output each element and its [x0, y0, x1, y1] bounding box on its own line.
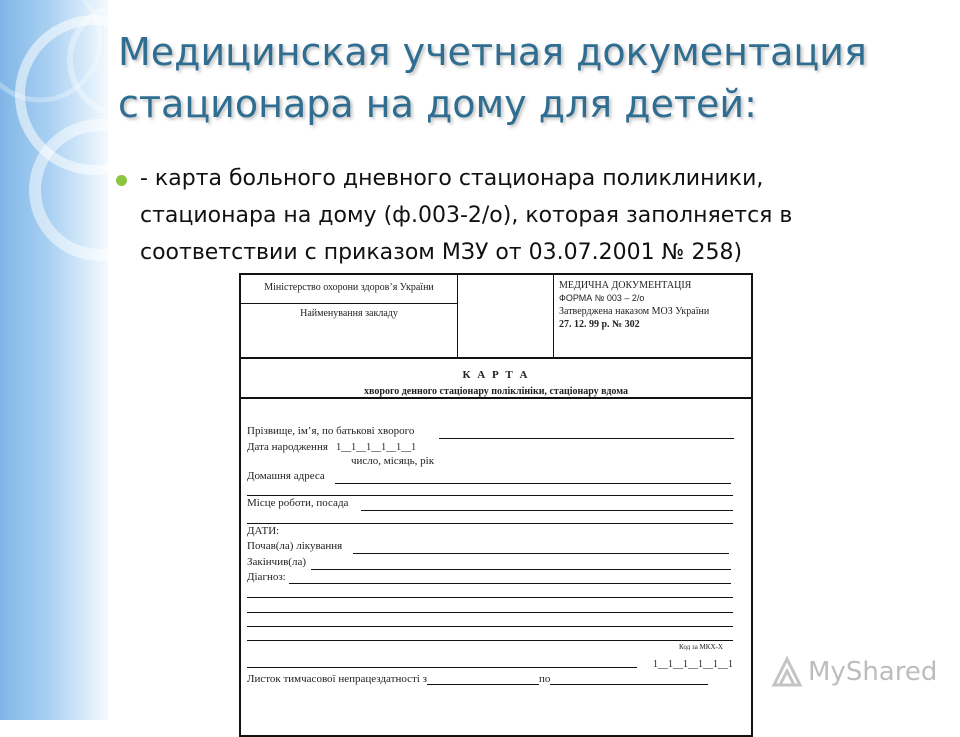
fill-line: [335, 483, 731, 484]
fill-line: [247, 626, 733, 627]
title-line-2: стационара на дому для детей:: [118, 82, 757, 126]
fill-line: [439, 438, 734, 439]
watermark-text: MyShared: [808, 657, 938, 687]
mkx-code-label: Код за МКХ-Х: [679, 643, 723, 651]
bullet-line-1: - карта больного дневного стационара поликлиники,: [140, 166, 764, 191]
fill-line: [247, 640, 733, 641]
approved-date: 27. 12. 99 р. № 302: [559, 319, 640, 330]
karta-subtitle: хворого денного стаціонару поліклініки, стаціонару вдома: [364, 386, 628, 397]
fill-line: [247, 523, 733, 524]
address-label: Домашня адреса: [247, 470, 325, 482]
fill-line: [247, 597, 733, 598]
myshared-logo-icon: [770, 655, 804, 689]
dates-label: ДАТИ:: [247, 525, 280, 537]
sick-leave-label: Листок тимчасової непрацездатності з по: [247, 672, 708, 685]
form-image: [239, 273, 753, 737]
watermark: [770, 655, 937, 689]
header-divider: [457, 275, 458, 357]
ministry-cell: Міністерство охорони здоров’я України: [241, 275, 457, 304]
title-rule: [241, 397, 751, 399]
work-label: Місце роботи, посада: [247, 497, 349, 509]
fill-line: [247, 667, 637, 668]
form-number: ФОРМА № 003 – 2/о: [559, 293, 645, 303]
form-header-right: [559, 279, 749, 331]
form-header-left: [241, 275, 457, 357]
title-line-1: Медицинская учетная документация: [118, 30, 867, 74]
med-doc-label: МЕДИЧНА ДОКУМЕНТАЦІЯ: [559, 280, 692, 291]
institution-cell: Найменування закладу: [300, 308, 398, 319]
mkx-code-boxes: 1__1__1__1__1__1: [653, 659, 733, 670]
fill-line: [311, 569, 731, 570]
bullet-line-3: соответствии с приказом МЗУ от 03.07.2001 № 258): [140, 240, 743, 265]
fill-line: [361, 510, 733, 511]
fill-line: [289, 583, 731, 584]
bullet-line-2: стационара на дому (ф.003-2/о), которая заполняется в: [140, 203, 793, 228]
approved-label: Затверджена наказом МОЗ України: [559, 306, 710, 317]
diagnosis-label: Діагноз:: [247, 571, 286, 583]
fill-line: [247, 495, 733, 496]
finished-label: Закінчив(ла): [247, 556, 306, 568]
fullname-label: Прізвище, ім’я, по батькові хворого: [247, 425, 415, 437]
birth-date-label: Дата народження 1__1__1__1__1__1: [247, 441, 417, 453]
header-rule: [241, 357, 751, 359]
karta-title: К А Р Т А: [462, 369, 530, 381]
bullet-icon: [116, 175, 127, 186]
slide-title: [118, 26, 948, 130]
header-divider: [553, 275, 554, 357]
birth-date-hint: число, місяць, рік: [351, 455, 435, 467]
fill-line: [247, 612, 733, 613]
started-label: Почав(ла) лікування: [247, 540, 343, 552]
fill-line: [353, 553, 729, 554]
bullet-text: [140, 160, 940, 271]
